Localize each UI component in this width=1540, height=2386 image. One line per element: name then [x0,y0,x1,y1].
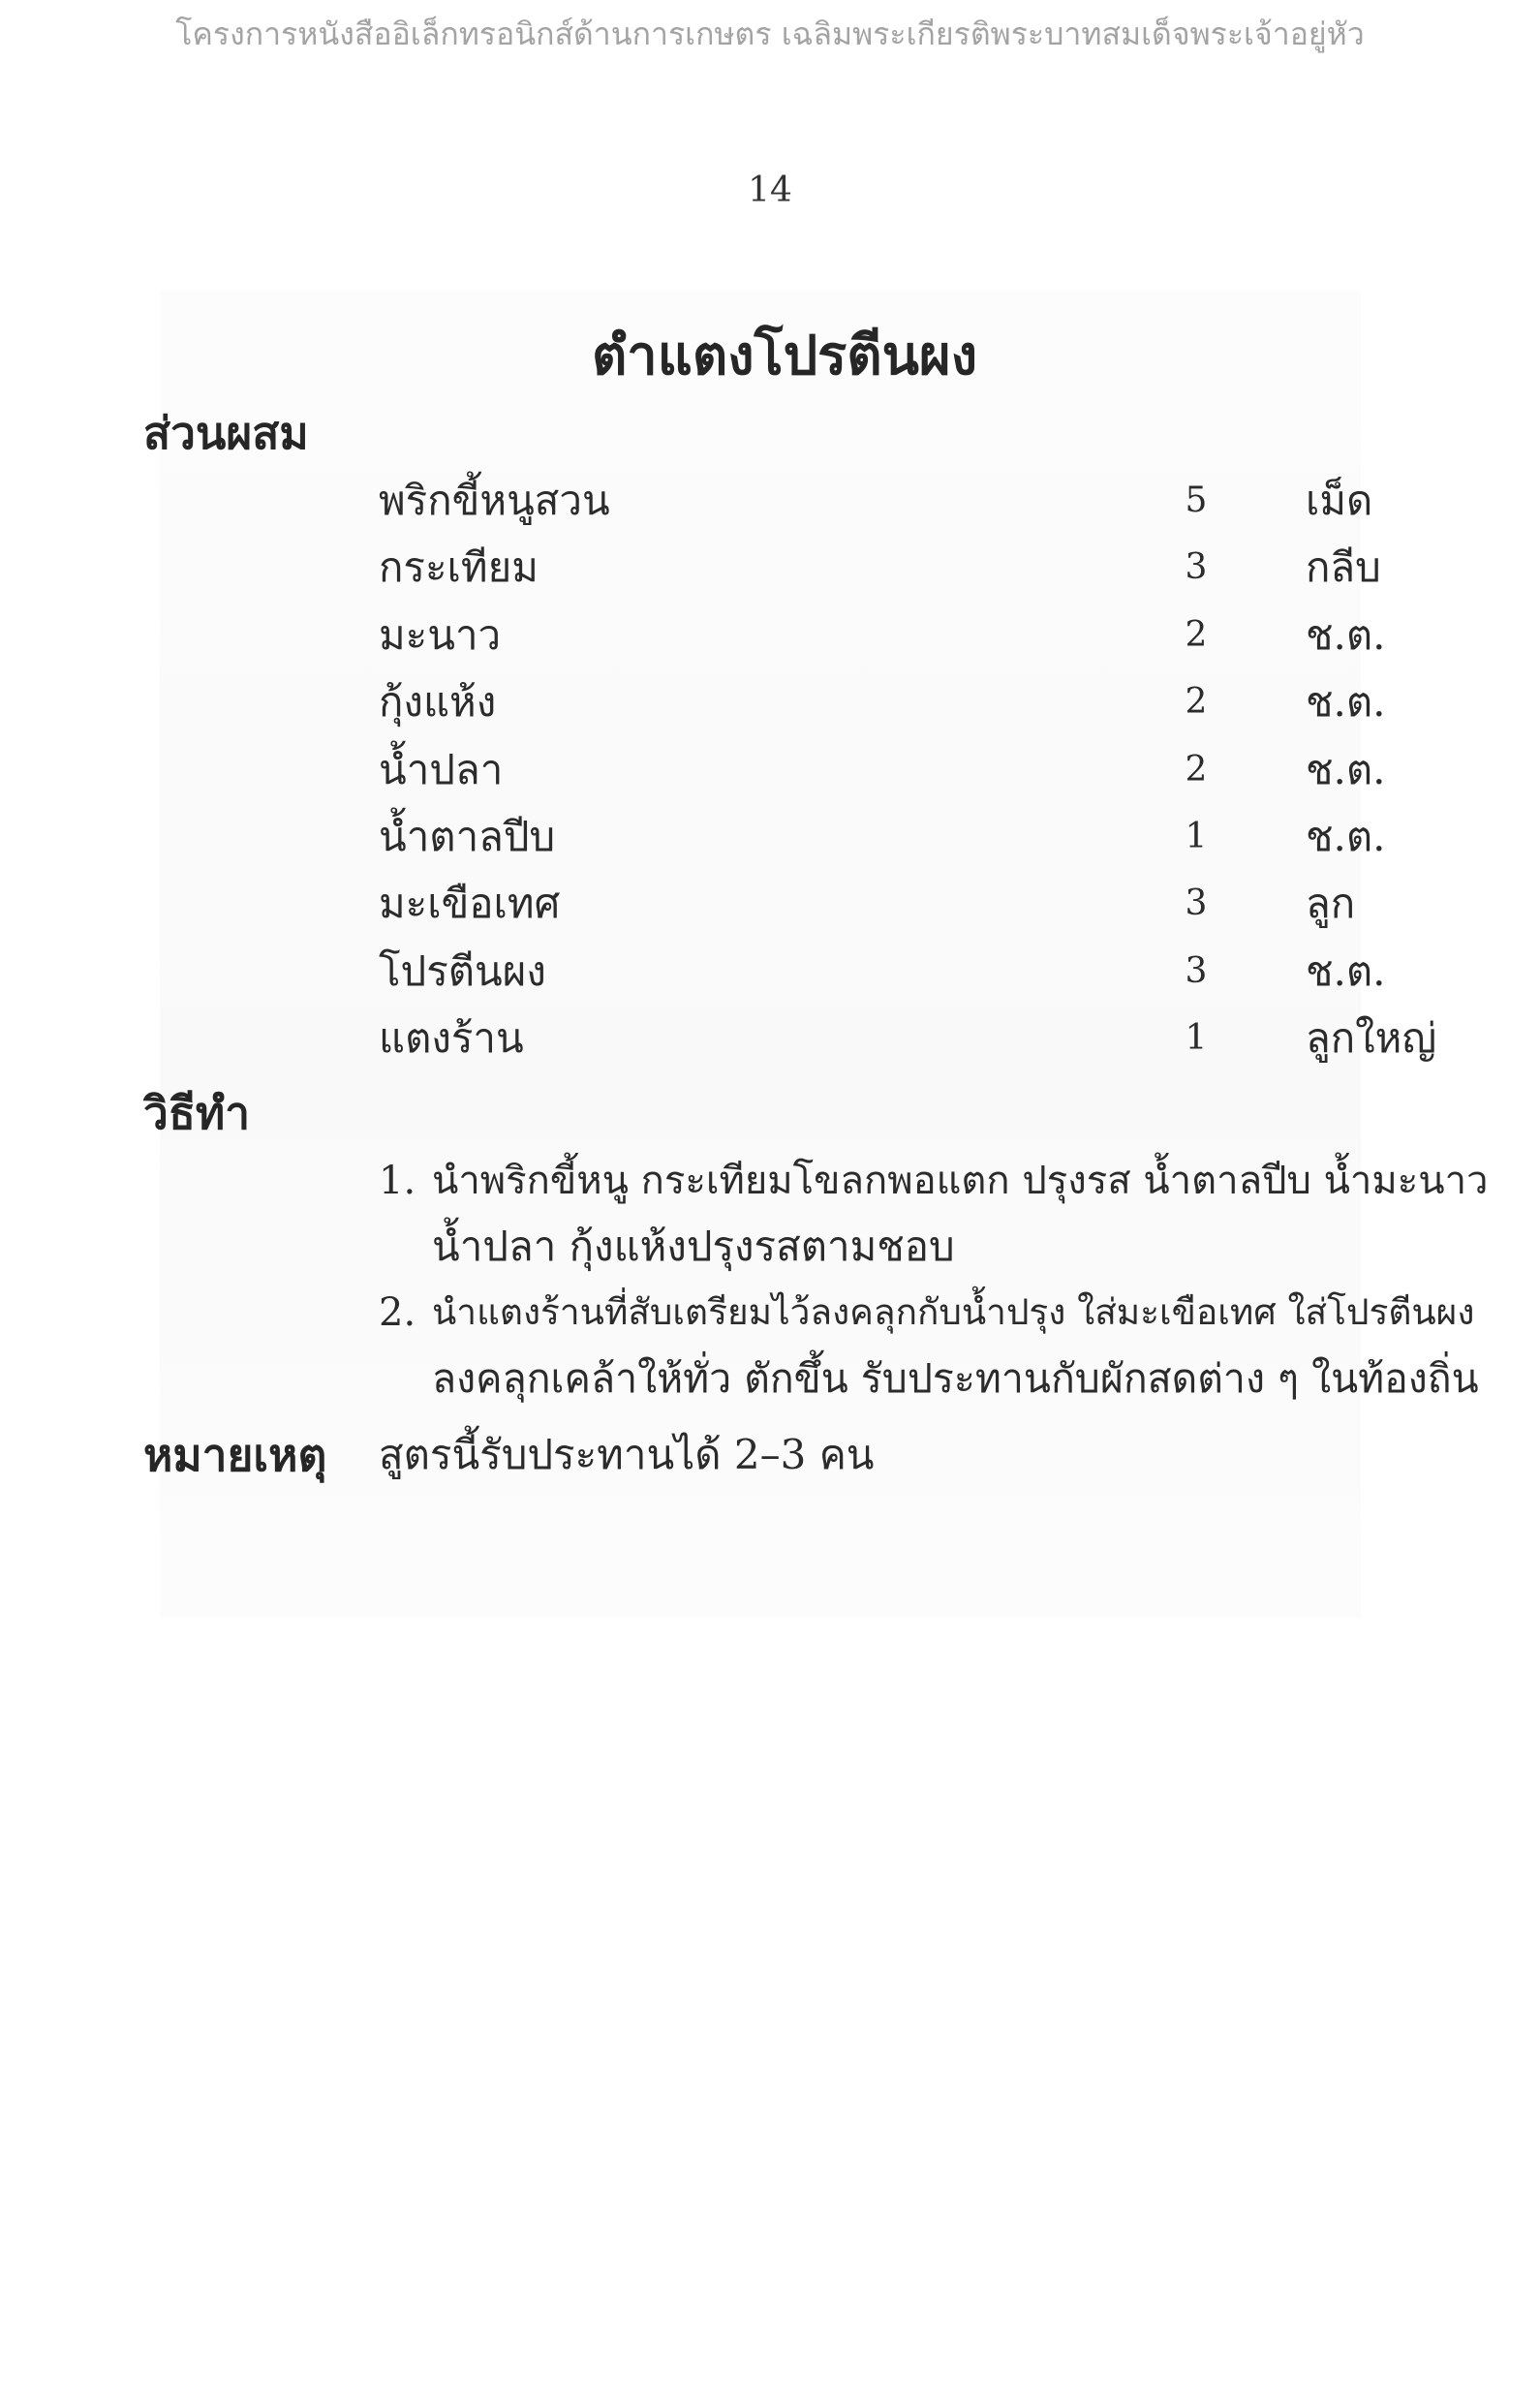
step-text-line: น้ำปลา กุ้งแห้งปรุงรสตามชอบ [432,1223,955,1270]
ingredient-name: กุ้งแห้ง [379,678,497,727]
ingredient-name: แตงร้าน [379,1014,524,1063]
ingredient-name: มะนาว [379,610,502,659]
method-steps [0,1148,1540,1411]
step-number: 2. [379,1290,416,1335]
note-heading: หมายเหตุ [143,1429,327,1481]
ingredient-row [0,668,1540,735]
ingredient-unit: กลีบ [1306,543,1381,592]
page-number: 14 [748,170,792,210]
ingredient-unit: ลูก [1306,880,1356,928]
ingredient-list [0,467,1540,1072]
ingredient-unit: ช.ต. [1306,678,1386,727]
ingredient-row [0,803,1540,870]
ingredient-quantity: 2 [1185,614,1208,655]
ingredient-quantity: 2 [1185,749,1208,790]
ingredient-name: น้ำตาลปีบ [379,812,556,860]
ingredient-name: มะเขือเทศ [379,880,561,928]
ingredient-quantity: 2 [1185,682,1208,723]
ingredients-heading: ส่วนผสม [143,407,309,459]
method-step [0,1148,1540,1280]
method-heading: วิธีทำ [143,1087,251,1139]
ingredient-unit: ช.ต. [1306,745,1386,793]
step-text-line: นำพริกขี้หนู กระเทียมโขลกพอแตก ปรุงรส น้ำตาลปีบ น้ำมะนาว [432,1159,1489,1203]
step-text-line: ลงคลุกเคล้าให้ทั่ว ตักขึ้น รับประทานกับผักสดต่าง ๆ ในท้องถิ่น [432,1355,1479,1402]
ingredient-row [0,467,1540,534]
project-header: โครงการหนังสืออิเล็กทรอนิกส์ด้านการเกษตร เฉลิมพระเกียรติพระบาทสมเด็จพระเจ้าอยู่หัว [175,15,1365,52]
ingredient-row [0,938,1540,1005]
ingredient-quantity: 5 [1185,480,1208,520]
ingredient-name: พริกขี้หนูสวน [379,477,610,524]
ingredient-row [0,534,1540,601]
ingredient-row [0,1005,1540,1071]
step-text-line: นำแตงร้านที่สับเตรียมไว้ลงคลุกกับน้ำปรุง ใส่มะเขือเทศ ใส่โปรตีนผง [432,1291,1475,1333]
ingredient-unit: ลูกใหญ่ [1306,1014,1437,1063]
ingredient-name: โปรตีนผง [379,946,546,995]
ingredient-quantity: 1 [1185,816,1208,856]
recipe-title: ตำแตงโปรตีนผง [591,325,978,387]
ingredient-row [0,870,1540,937]
step-number: 1. [379,1159,416,1203]
ingredient-row [0,736,1540,803]
ingredient-quantity: 3 [1185,547,1208,588]
ingredient-quantity: 1 [1185,1018,1208,1059]
ingredient-quantity: 3 [1185,883,1208,924]
ingredient-name: น้ำปลา [379,745,504,793]
note-text: สูตรนี้รับประทานได้ 2–3 คน [379,1431,875,1478]
method-step [0,1280,1540,1411]
ingredient-quantity: 3 [1185,950,1208,991]
ingredient-unit: ช.ต. [1306,946,1386,995]
ingredient-unit: เม็ด [1306,477,1373,524]
ingredient-row [0,602,1540,668]
ingredient-name: กระเทียม [379,543,539,592]
ingredient-unit: ช.ต. [1306,610,1386,659]
ingredient-unit: ช.ต. [1306,812,1386,860]
